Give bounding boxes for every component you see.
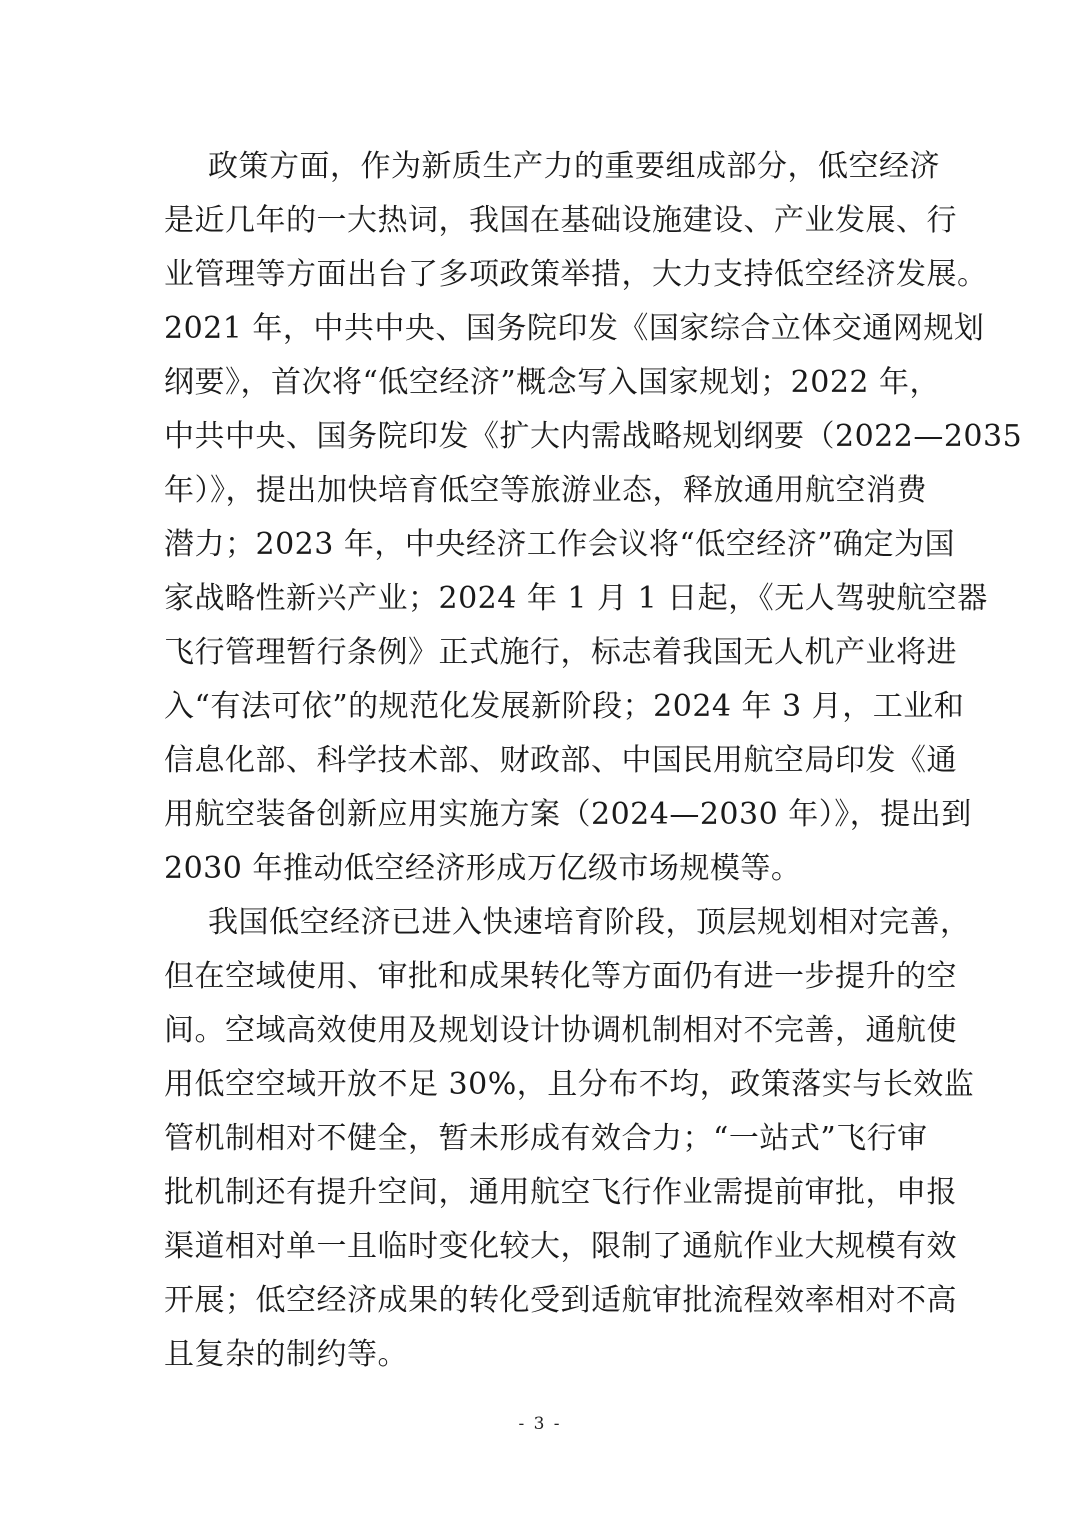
- text-line: 年）》，提出加快培育低空等旅游业态，释放通用航空消费: [164, 473, 927, 508]
- text-line: 用航空装备创新应用实施方案（2024—2030 年）》，提出到: [164, 797, 972, 832]
- text-line: 开展；低空经济成果的转化受到适航审批流程效率相对不高: [164, 1283, 957, 1318]
- text-line: 飞行管理暂行条例》正式施行，标志着我国无人机产业将进: [164, 635, 957, 670]
- text-line: 渠道相对单一且临时变化较大，限制了通航作业大规模有效: [164, 1229, 957, 1264]
- text-line: 但在空域使用、审批和成果转化等方面仍有进一步提升的空: [164, 959, 957, 994]
- text-line: 管机制相对不健全，暂未形成有效合力；“一站式”飞行审: [164, 1121, 928, 1156]
- text-line: 批机制还有提升空间，通用航空飞行作业需提前审批，申报: [164, 1175, 957, 1210]
- text-line: 政策方面，作为新质生产力的重要组成部分，低空经济: [208, 149, 940, 184]
- text-line: 我国低空经济已进入快速培育阶段，顶层规划相对完善，: [208, 905, 971, 940]
- body-text: [164, 140, 1023, 1382]
- text-line: 业管理等方面出台了多项政策举措，大力支持低空经济发展。: [164, 257, 988, 292]
- page-number: - 3 -: [518, 1414, 562, 1434]
- text-line: 2021 年，中共中央、国务院印发《国家综合立体交通网规划: [164, 311, 985, 346]
- text-line: 信息化部、科学技术部、财政部、中国民用航空局印发《通: [164, 743, 957, 778]
- text-line: 纲要》，首次将“低空经济”概念写入国家规划；2022 年，: [164, 365, 941, 400]
- text-line: 2030 年推动低空经济形成万亿级市场规模等。: [164, 851, 802, 886]
- text-line: 间。空域高效使用及规划设计协调机制相对不完善，通航使: [164, 1013, 957, 1048]
- text-line: 是近几年的一大热词，我国在基础设施建设、产业发展、行: [164, 203, 957, 238]
- text-line: 中共中央、国务院印发《扩大内需战略规划纲要（2022—2035: [164, 419, 1023, 454]
- text-line: 家战略性新兴产业；2024 年 1 月 1 日起，《无人驾驶航空器: [164, 581, 988, 616]
- text-line: 潜力；2023 年，中央经济工作会议将“低空经济”确定为国: [164, 527, 956, 562]
- text-line: 且复杂的制约等。: [164, 1337, 408, 1372]
- text-line: 用低空空域开放不足 30%，且分布不均，政策落实与长效监: [164, 1067, 975, 1102]
- text-line: 入“有法可依”的规范化发展新阶段；2024 年 3 月，工业和: [164, 689, 965, 724]
